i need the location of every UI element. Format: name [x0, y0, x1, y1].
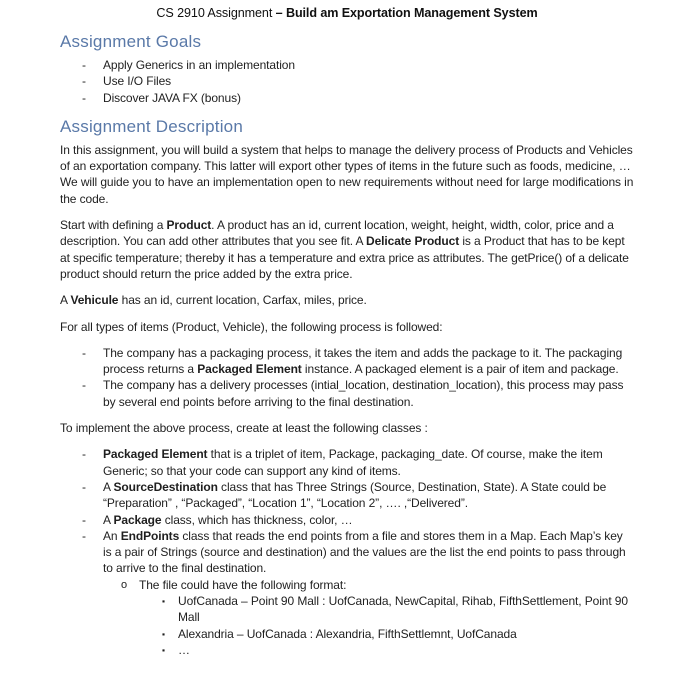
document-title: [60, 5, 634, 21]
class-item-endpoints: [60, 528, 634, 577]
title-prefix: CS 2910 Assignment: [156, 6, 276, 20]
goal-item-text: Discover JAVA FX (bonus): [103, 90, 241, 105]
class-item-package: [60, 512, 634, 528]
file-format-example: [60, 642, 634, 658]
file-format-label: The file could have the following format:: [139, 577, 347, 592]
file-format-label-item: [60, 577, 634, 593]
goals-heading: Assignment Goals: [60, 32, 202, 51]
goal-item-text: Apply Generics in an implementation: [103, 58, 295, 72]
dash-marker: -: [82, 90, 86, 105]
square-marker: ▪: [162, 644, 165, 655]
paragraph-product: Start with defining a Product. A product has an id, current location, weight, height, width, color, price and a description. You can add other attributes that you see fit. A Delicate Product is a Product that has to be kept at specific temperature; thereby it has a temperature and extra price as attributes. The getPrice() of a delicate product should return the price added by the extra price.: [60, 218, 629, 281]
process-list: [60, 345, 634, 410]
title-bold: – Build am Exportation Management System: [275, 6, 538, 20]
goal-item: [60, 57, 634, 73]
goal-item: [60, 73, 634, 89]
goal-item: [60, 90, 634, 106]
goals-list: [60, 57, 634, 106]
class-item-packaged-element: [60, 446, 634, 479]
process-item-delivery: [60, 377, 634, 410]
class-item-text: Packaged Element that is a triplet of item, Package, packaging_date. Of course, make the item Generic; so that your code can support any kind of items.: [103, 447, 603, 478]
paragraph-vehicle: A Vehicule has an id, current location, Carfax, miles, price.: [60, 293, 367, 308]
dash-marker: -: [82, 479, 86, 494]
paragraph-classes-intro: To implement the above process, create at least the following classes :: [60, 421, 428, 436]
description-heading: Assignment Description: [60, 116, 243, 136]
file-format-example: [60, 626, 634, 642]
dash-marker: -: [82, 378, 86, 393]
goal-item-text: Use I/O Files: [103, 74, 172, 89]
process-item-packaging: [60, 345, 634, 378]
class-item-text: A Package class, which has thickness, color, …: [103, 512, 353, 527]
dash-marker: -: [82, 58, 86, 72]
class-item-text: An EndPoints class that reads the end points from a file and stores them in a Map. Each Map’s key is a pair of Strings (source and destination) and the values are the list the end points to pass through to arrive to the final destination.: [103, 528, 626, 576]
square-marker: ▪: [162, 596, 165, 607]
process-item-text: The company has a delivery processes (intial_location, destination_location), this process may pass by several end points before arriving to the final destination.: [103, 378, 624, 409]
process-item-text: The company has a packaging process, it takes the item and adds the package to it. The packaging process returns a Packaged Element instance. A packaged element is a pair of item and package.: [103, 345, 623, 377]
dash-marker: -: [82, 447, 86, 462]
classes-list: [60, 446, 634, 576]
file-format-example-text: UofCanada – Point 90 Mall : UofCanada, NewCapital, Rihab, FifthSettlement, Point 90 Mall: [178, 594, 628, 625]
dash-marker: -: [82, 345, 86, 360]
file-format-example: [60, 593, 634, 626]
file-format-examples-list: [60, 593, 634, 658]
paragraph-intro: In this assignment, you will build a system that helps to manage the delivery process of Products and Vehicles of an exportation company. This latter will export other types of items in the future such as foods, medicine, … We will guide you to have an implementation open to new requirements without need for large modifications in the code.: [60, 142, 634, 206]
dash-marker: -: [82, 528, 86, 543]
circle-marker: o: [121, 578, 128, 591]
dash-marker: -: [82, 512, 86, 527]
dash-marker: -: [82, 74, 86, 89]
paragraph-process-intro: For all types of items (Product, Vehicle), the following process is followed:: [60, 319, 443, 334]
file-format-list: [60, 577, 634, 593]
square-marker: ▪: [162, 628, 165, 639]
file-format-example-text: Alexandria – UofCanada : Alexandria, FifthSettlemnt, UofCanada: [178, 626, 517, 641]
class-item-source-destination: [60, 479, 634, 512]
file-format-example-text: …: [178, 642, 190, 657]
class-item-text: A SourceDestination class that has Three Strings (Source, Destination, State). A State could be “Preparation” , “Packaged”, “Location 1”, “Location 2”, …. ,“Delivered”.: [103, 479, 607, 511]
